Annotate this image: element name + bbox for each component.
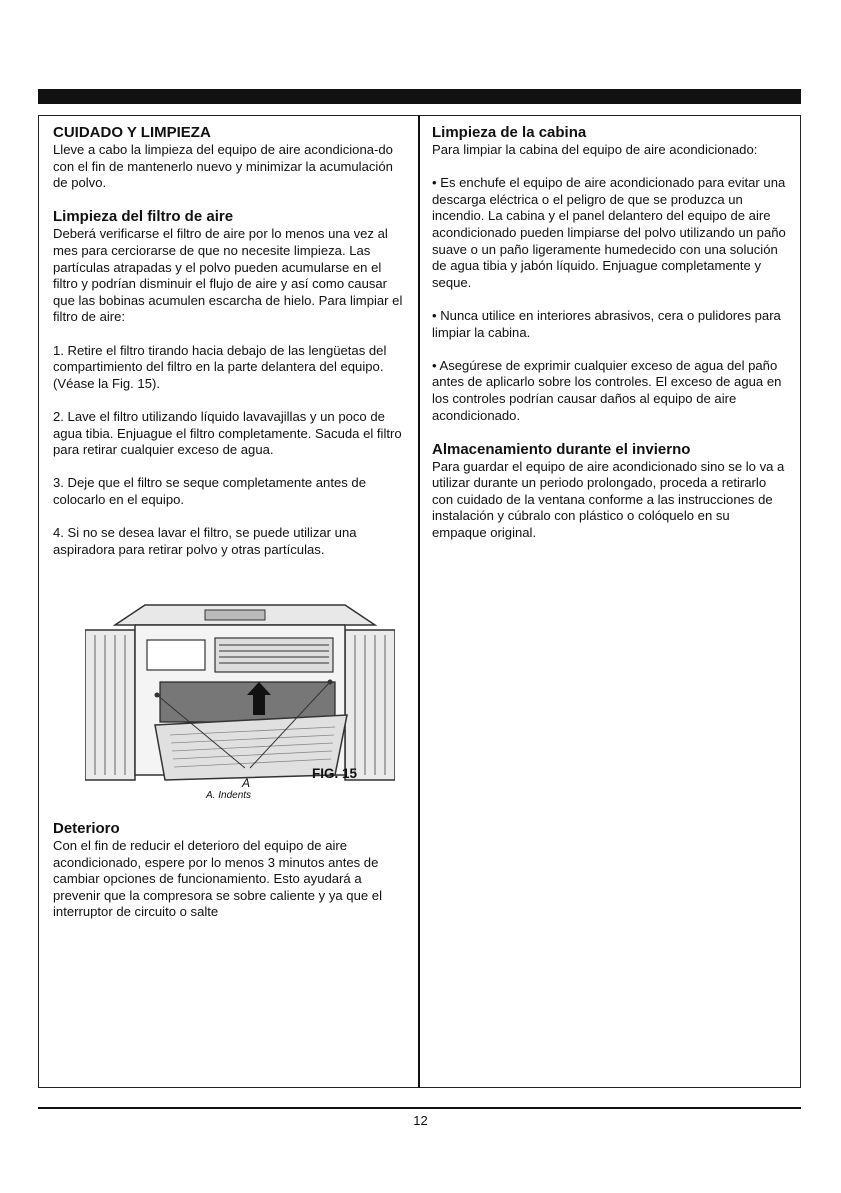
care-intro: Lleve a cabo la limpieza del equipo de aire acondiciona-do con el fin de mantenerlo nuevo y minimizar la acumulación de polvo. — [53, 142, 393, 191]
figure-label-a: A — [242, 776, 251, 790]
column-divider — [418, 115, 420, 1088]
section-title-deterioro: Deterioro — [53, 820, 120, 837]
section-title-cabina: Limpieza de la cabina — [432, 124, 587, 141]
winter-text: Para guardar el equipo de aire acondicionado sino se lo va a utilizar durante un periodo prolongado, proceda a retirarlo con cuidado de la ventana conforme a las instrucciones de instalación y cúbralo con plástico o colóquelo en su empaque original. — [432, 458, 785, 541]
cabina-intro: Para limpiar la cabina del equipo de aire acondicionado: — [432, 142, 758, 157]
section-title-care: CUIDADO Y LIMPIEZA — [53, 124, 211, 141]
filter-text: Deberá verificarse el filtro de aire por lo menos una vez al mes para cerciorarse de que no necesite limpieza. Las partículas atrapadas y el polvo pueden acumularse en el filtro y podrían disminuir el flujo de aire y así como causar que las bobinas acumulen escarcha de hielo. Para limpiar el filtro de aire: — [53, 226, 403, 325]
cabina-bullet-3: • Asegúrese de exprimir cualquier exceso de agua del paño antes de aplicarlo sobre los controles. El exceso de agua en los controles podrían causar daños al equipo de aire acondicionado. — [432, 357, 782, 423]
footer-rule — [38, 1107, 801, 1109]
section-title-filter: Limpieza del filtro de aire — [53, 208, 234, 226]
filter-step-3: 3. Deje que el filtro se seque completamente antes de colocarlo en el equipo. — [53, 475, 366, 507]
cabina-bullet-2: • Nunca utilice en interiores abrasivos, cera o pulidores para limpiar la cabina. — [432, 307, 781, 340]
section-title-winter: Almacenamiento durante el invierno — [432, 440, 691, 458]
header-bar — [38, 89, 801, 104]
deterioro-section — [53, 820, 409, 921]
figure-legend: A. Indents — [206, 790, 252, 801]
left-column — [53, 124, 409, 575]
filter-step-1: 1. Retire el filtro tirando hacia debajo de las lengüetas del compartimiento del filtro en la parte delantera del equipo. (Véase la Fig. 15). — [53, 342, 387, 391]
page-number: 12 — [413, 1113, 428, 1128]
cabina-bullet-1: • Es enchufe el equipo de aire acondicionado para evitar una descarga eléctrica o el peligro de que se produzca un incendio. La cabina y el panel delantero del equipo de aire acondicionado pueden limpiarse del polvo utilizando un paño suave o un paño ligeramente humedecido con una solución de agua tibia y jabón líquido. Enjuague completamente y seque. — [432, 175, 786, 290]
deterioro-text: Con el fin de reducir el deterioro del equipo de aire acondicionado, espere por lo menos 3 minutos antes de cambiar opciones de funcionamiento. Esto ayudará a prevenir que la compresora se sobre caliente y ya que el interruptor de circuito o salte — [53, 838, 382, 920]
right-column — [432, 124, 787, 558]
filter-step-2: 2. Lave el filtro utilizando líquido lavavajillas y un poco de agua tibia. Enjuague el filtro completamente. Sacuda el filtro para retirar cualquier exceso de agua. — [53, 408, 402, 458]
figure-caption: FIG. 15 — [312, 766, 358, 781]
filter-step-4: 4. Si no se desea lavar el filtro, se puede utilizar una aspiradora para retirar polvo y otras partículas. — [53, 525, 357, 557]
